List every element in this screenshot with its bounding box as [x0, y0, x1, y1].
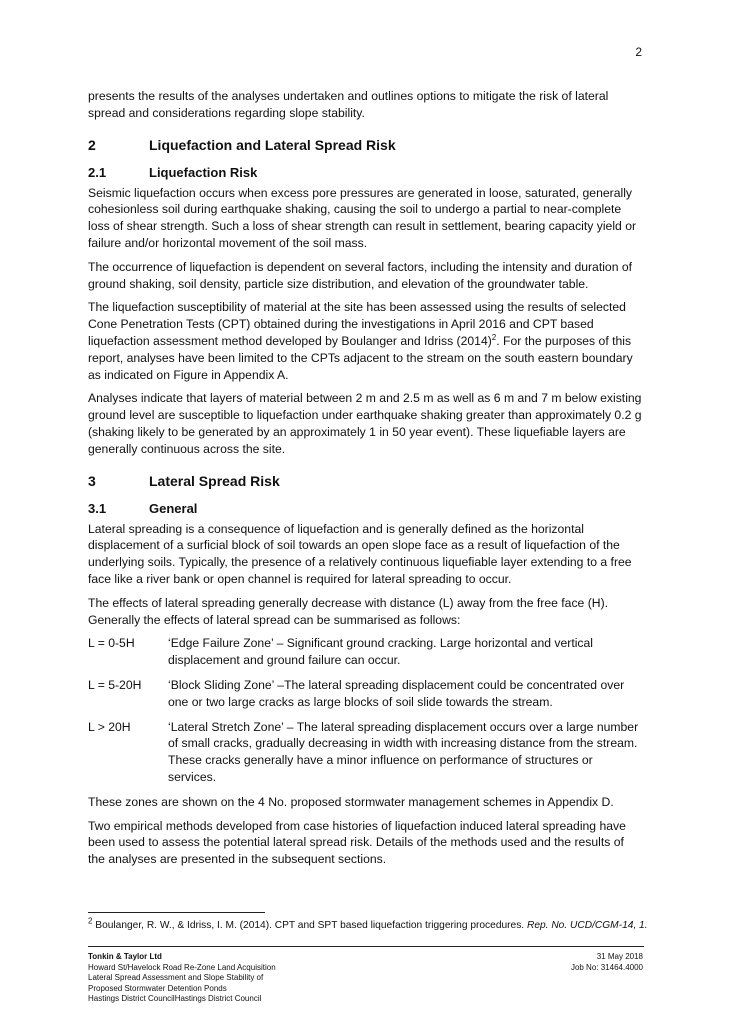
paragraph: Seismic liquefaction occurs when excess pore pressures are generated in loose, saturated, generally cohesionless soil during earthquake shaking, causing the soil to undergo a partial to near-complete loss of shear strength. Such a loss of shear strength can result in settlement, bearing capacity yield or failure and/or horizontal movement of the soil mass.: [88, 185, 637, 250]
section-number: 3: [88, 472, 96, 489]
footnote: [88, 916, 648, 932]
footer-job-number: Job No: 31464.4000: [570, 962, 643, 972]
section-title: Lateral Spread Risk: [149, 472, 280, 489]
subsection-number: 2.1: [88, 164, 107, 180]
subsection-title: General: [149, 500, 198, 516]
footnote-text: Boulanger, R. W., & Idriss, I. M. (2014). CPT and SPT based liquefaction triggering procedures.: [92, 920, 527, 931]
footer-line: Howard St/Havelock Road Re-Zone Land Acquisition: [88, 962, 276, 972]
zone-label: L > 20H: [88, 719, 131, 734]
zone-label: L = 5-20H: [88, 677, 142, 692]
paragraph-text: . For the purposes of this report, analyses have been limited to the CPTs adjacent to the stream on the south eastern boundary as indicated on Figure in Appendix A.: [88, 333, 633, 382]
footer-right: [571, 952, 643, 973]
paragraph: The occurrence of liquefaction is dependent on several factors, including the intensity and duration of ground shaking, soil density, particle size distribution, and elevation of the groundwater table.: [88, 259, 633, 291]
paragraph: The effects of lateral spreading generally decrease with distance (L) away from the free face (H). Generally the effects of lateral spread can be summarised as follows:: [88, 595, 609, 627]
paragraph: These zones are shown on the 4 No. proposed stormwater management schemes in Appendix D.: [88, 794, 614, 809]
section-heading-3: [88, 472, 644, 490]
footer-date: 31 May 2018: [596, 952, 643, 961]
paragraph-text: The liquefaction susceptibility of material at the site has been assessed using the results of selected Cone Penetration Tests (CPT) obtained during the investigations in April 2016 and CPT based liquefaction assessment method developed by Boulanger and Idriss (2014): [88, 300, 626, 348]
section-title: Liquefaction and Lateral Spread Risk: [149, 136, 396, 153]
zone-description: ‘Lateral Stretch Zone’ – The lateral spreading displacement occurs over a large number of small cracks, gradually decreasing in width with increasing distance from the stream. These cracks generally have a minor influence on performance of structures or services.: [168, 719, 639, 784]
zone-description: ‘Block Sliding Zone’ –The lateral spreading displacement could be concentrated over one or two large cracks as large blocks of soil slide towards the stream.: [168, 677, 625, 709]
paragraph-with-footnote: [88, 299, 644, 383]
footer-line: Hastings District CouncilHastings District Council: [88, 994, 262, 1003]
paragraph: Analyses indicate that layers of material between 2 m and 2.5 m as well as 6 m and 7 m below existing ground level are susceptible to liquefaction under earthquake shaking greater than approximately 0.2 g (shaking likely to be generated by an approximately 1 in 50 year event). These liquefiable layers are generally continuous across the site.: [88, 391, 642, 456]
subsection-number: 3.1: [88, 500, 107, 516]
footer-line: Proposed Stormwater Detention Ponds: [88, 983, 227, 993]
footer-left: [88, 952, 276, 1005]
footer-line: Lateral Spread Assessment and Slope Stability of: [88, 973, 264, 982]
intro-paragraph: presents the results of the analyses undertaken and outlines options to mitigate the risk of lateral spread and considerations regarding slope stability.: [88, 89, 609, 120]
zone-item: [88, 677, 644, 711]
zone-item: [88, 635, 644, 669]
subsection-heading-2-1: [88, 164, 644, 181]
footnote-marker: 2: [88, 916, 93, 926]
paragraph: Lateral spreading is a consequence of liquefaction and is generally defined as the horizontal displacement of a surficial block of soil towards an open slope face as a result of liquefaction of the underlying soils. Typically, the presence of a relatively continuous liquefiable layer extending to a free face like a river bank or open channel is required for lateral spreading to occur.: [88, 521, 632, 586]
footer-company: Tonkin & Taylor Ltd: [88, 952, 162, 961]
section-number: 2: [88, 136, 96, 153]
paragraph: Two empirical methods developed from case histories of liquefaction induced lateral spreading have been used to assess the potential lateral spread risk. Details of the methods used and the results of the analyses are presented in the subsequent sections.: [88, 818, 626, 867]
page-number: 2: [635, 45, 642, 59]
footnote-italic: Rep. No. UCD/CGM-14, 1.: [526, 920, 648, 931]
footer-divider: [88, 946, 644, 947]
zone-description: ‘Edge Failure Zone’ – Significant ground cracking. Large horizontal and vertical displacement and ground failure can occur.: [168, 636, 593, 668]
subsection-heading-3-1: [88, 500, 644, 517]
subsection-title: Liquefaction Risk: [149, 164, 258, 180]
zone-item: [88, 719, 644, 786]
body-content: [88, 88, 644, 875]
zone-label: L = 0-5H: [88, 636, 135, 651]
footnote-divider: [88, 912, 265, 913]
footnote-reference: 2: [491, 332, 497, 342]
section-heading-2: [88, 136, 644, 154]
